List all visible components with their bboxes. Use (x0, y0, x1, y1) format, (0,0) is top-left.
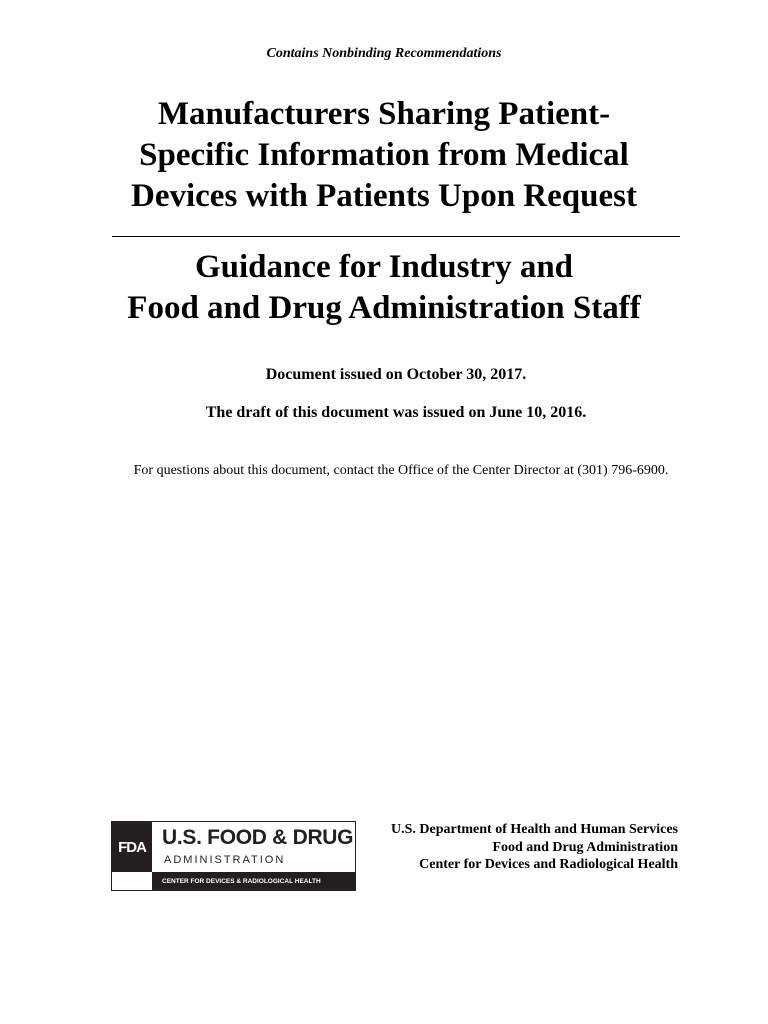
draft-date: The draft of this document was issued on June 10, 2016. (205, 404, 587, 421)
subtitle-line-1: Guidance for Industry and (194, 249, 574, 285)
agency-block (391, 821, 678, 874)
issue-date: Document issued on October 30, 2017. (265, 366, 527, 383)
title-line-1: Manufacturers Sharing Patient- (157, 96, 611, 132)
fda-mark: FDA (112, 822, 152, 872)
guidance-subtitle (84, 247, 684, 329)
agency-center: Center for Devices and Radiological Health (419, 857, 678, 872)
fda-logo-admin: ADMINISTRATION (164, 854, 286, 866)
fda-logo-name: U.S. FOOD & DRUG (162, 826, 354, 849)
contact-info: For questions about this document, contact the Office of the Center Director at (301) 796-6900. (133, 463, 669, 478)
title-line-2: Specific Information from Medical (139, 137, 629, 173)
fda-logo-center: CENTER FOR DEVICES & RADIOLOGICAL HEALTH (152, 872, 355, 890)
subtitle-line-2: Food and Drug Administration Staff (127, 290, 641, 326)
title-line-3: Devices with Patients Upon Request (131, 178, 637, 214)
agency-fda: Food and Drug Administration (492, 839, 678, 855)
agency-department: U.S. Department of Health and Human Services (391, 822, 678, 837)
title-divider (112, 236, 680, 237)
fda-logo (111, 821, 356, 891)
nonbinding-note: Contains Nonbinding Recommendations (266, 46, 502, 61)
document-title (84, 94, 684, 217)
